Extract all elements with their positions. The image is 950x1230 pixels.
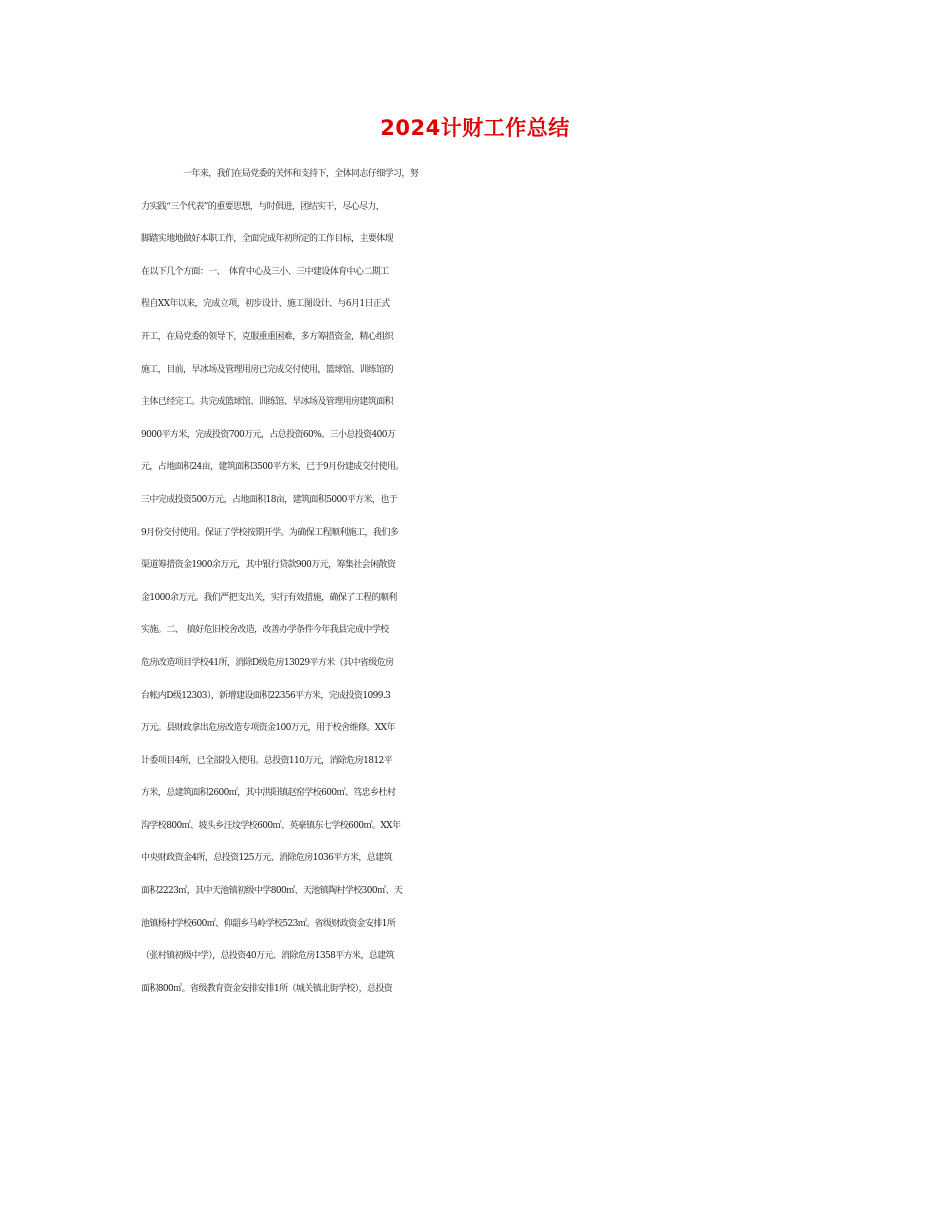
- body-line: 计委项目4所，已全部投入使用。总投资110万元，消除危房1812平: [141, 755, 393, 766]
- body-line: 面积2223㎡，其中天池镇初级中学800㎡、天池镇陶村学校300㎡、天: [141, 886, 403, 897]
- document-title: 2024计财工作总结: [380, 116, 570, 140]
- body-line: 中央财政资金4所，总投资125万元、消除危房1036平方米，总建筑: [141, 853, 393, 864]
- body-line: 一年来，我们在局党委的关怀和支持下，全体同志仔细学习，努: [183, 169, 419, 179]
- body-line: 面积800㎡。省级教育资金安排安排1所（城关镇北街学校），总投资: [141, 983, 393, 994]
- body-line: 池镇杨村学校600㎡、仰韶乡马岭学校523㎡。省级财政资金安排1所: [141, 918, 396, 929]
- body-line: 9000平方米，完成投资700万元，占总投资60%。三小总投资400万: [141, 429, 396, 440]
- body-line: 台帐内D级12303），新增建设面积22356平方米，完成投资1099.3: [141, 690, 391, 701]
- body-line: 施工，目前，旱冰场及管理用房已完成交付使用，篮球馆、训练馆的: [141, 364, 394, 375]
- body-line: 9月份交付使用。保证了学校按期开学。为确保工程顺利施工，我们多: [141, 527, 399, 538]
- body-line: 开工，在局党委的领导下，克服重重困难，多方筹措资金，精心组织: [141, 331, 394, 342]
- body-line: 万元。县财政拿出危房改造专项资金100万元，用于校舍维修。XX年: [141, 723, 395, 734]
- body-line: 金1000余万元。我们严把支出关，实行有效措施，确保了工程的顺利: [141, 592, 397, 603]
- body-line: 力实践“三个代表”的重要思想，与时俱进，团结实干，尽心尽力，: [141, 201, 385, 212]
- body-line: 实施。二、 搞好危旧校舍改造，改善办学条件今年我县完成中学校: [141, 625, 389, 636]
- body-line: 程自XX年以来，完成立项，初步设计、施工图设计、与6月1日正式: [141, 299, 390, 310]
- body-line: 沟学校800㎡、坡头乡汪坟学校600㎡、英豪镇东七学校600㎡。XX年: [141, 820, 401, 831]
- body-line: 危房改造项目学校41所，消除D级危房13029平方米（其中省级危房: [141, 657, 394, 668]
- document-body: [141, 158, 841, 1005]
- body-line: 主体已经完工。共完成篮球馆、训练馆、旱冰场及管理用房建筑面积: [141, 397, 394, 408]
- body-line: 方米，总建筑面积2600㎡，其中洪阳镇赵窑学校600㎡、笃忠乡杜村: [141, 788, 396, 799]
- body-line: （张村镇初级中学），总投资40万元、消除危房1358平方米，总建筑: [141, 951, 395, 962]
- body-line: 三中完成投资500万元，占地面积18亩，建筑面积5000平方米，也于: [141, 494, 398, 505]
- body-line: 在以下几个方面：一、 体育中心及三小、三中建设体育中心二期工: [141, 266, 389, 277]
- body-line: 渠道筹措资金1900余万元，其中银行贷款900万元，筹集社会闲散资: [141, 560, 396, 571]
- body-line: 元，占地面积24亩，建筑面积3500平方米，已于9月份建成交付使用。: [141, 462, 404, 473]
- body-line: 脚踏实地地做好本职工作，全面完成年初所定的工作目标，主要体现: [141, 234, 394, 245]
